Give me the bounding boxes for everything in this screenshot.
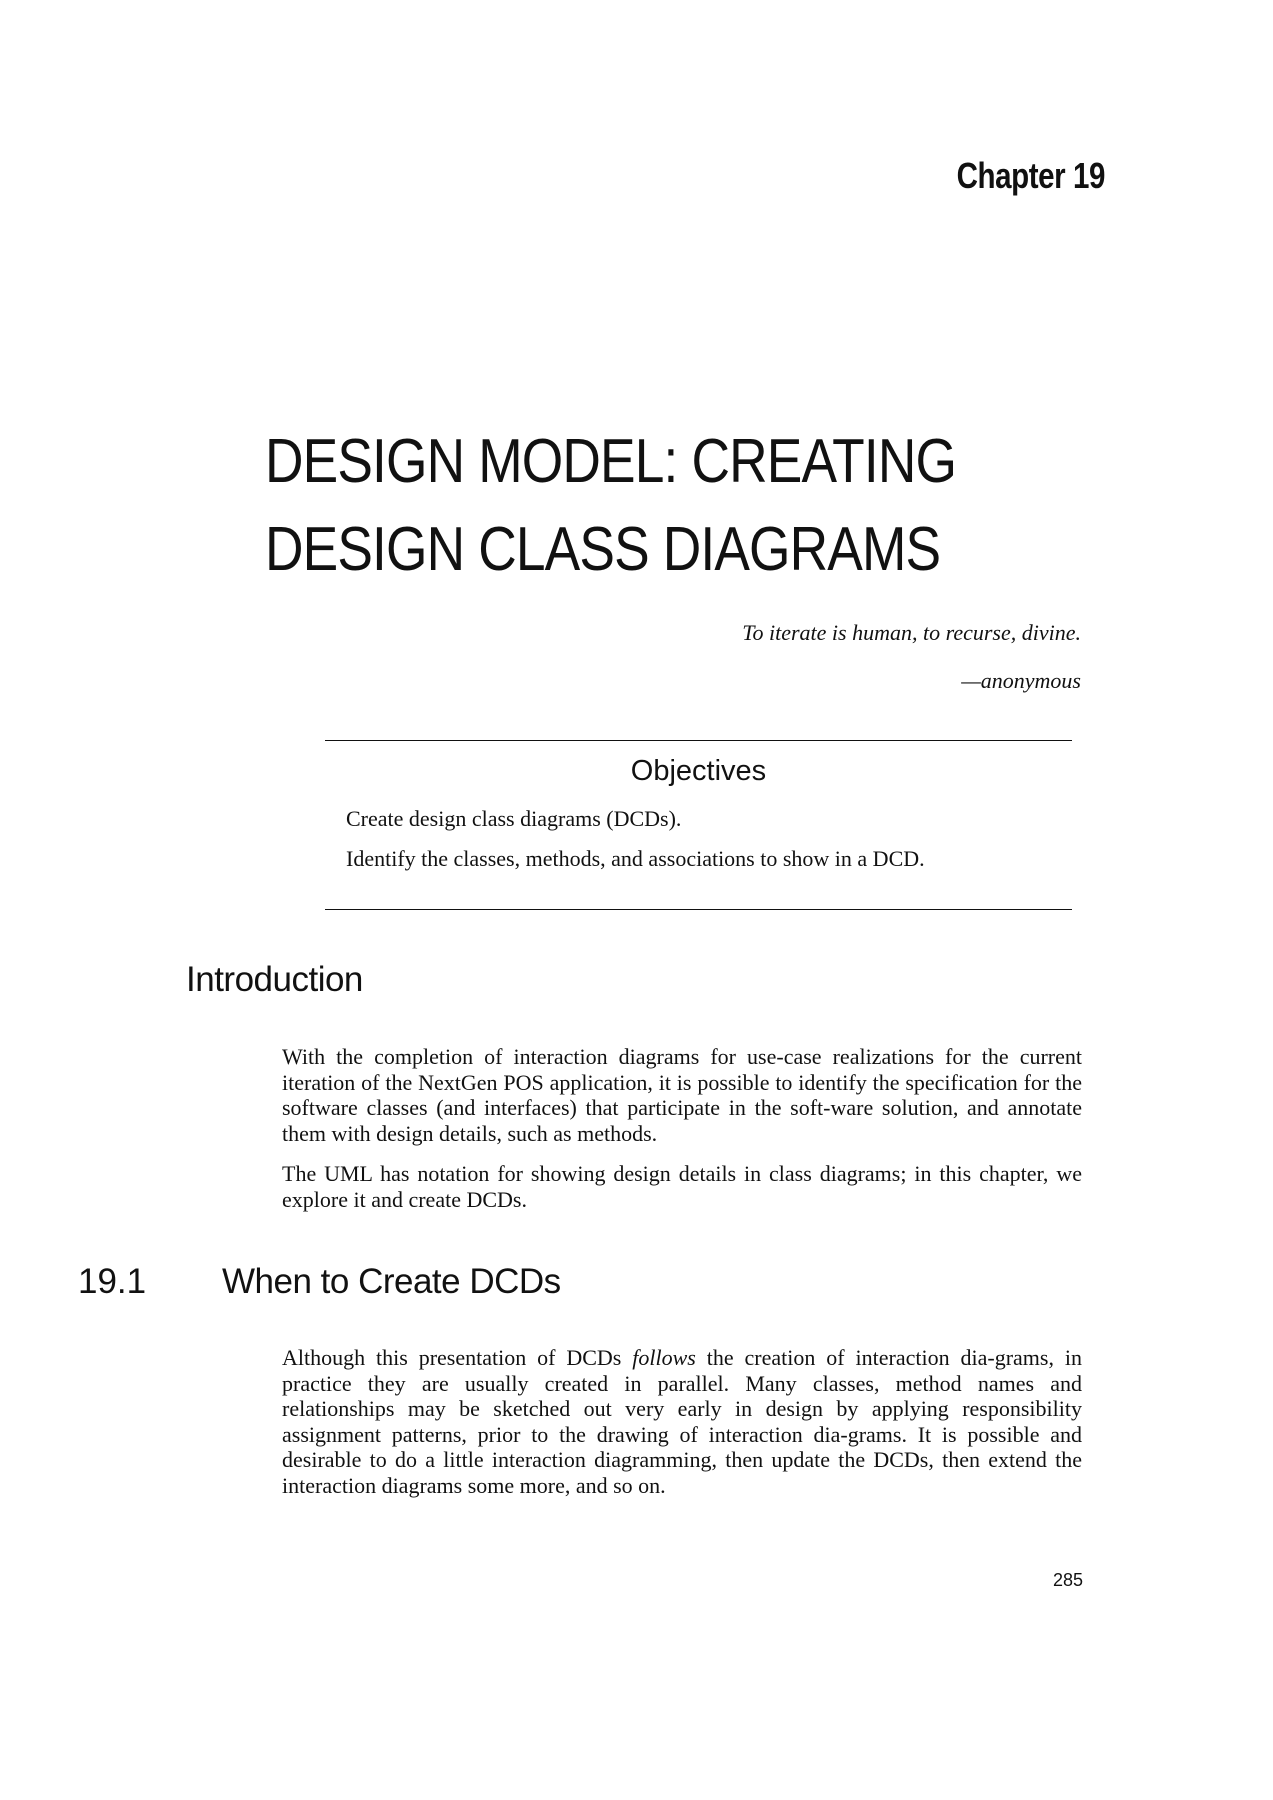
introduction-paragraph: The UML has notation for showing design details in class diagrams; in this chapter, we explore it and create DCDs. bbox=[282, 1161, 1082, 1212]
introduction-heading: Introduction bbox=[186, 960, 363, 999]
section-number: 19.1 bbox=[78, 1262, 147, 1301]
objectives-top-rule bbox=[325, 740, 1072, 741]
epigraph-attribution: —anonymous bbox=[961, 668, 1081, 693]
section-paragraph-text: the creation of interaction dia-grams, in practice they are usually created in parallel. Many classes, method names and relationships may be sketched out very early in design by applying responsibility assignment patterns, prior to the drawing of interaction dia-grams. It is possible and desirable to do a little interaction diagramming, then update the DCDs, then extend the interaction diagrams some more, and so on. bbox=[282, 1345, 1082, 1498]
objectives-bottom-rule bbox=[325, 909, 1072, 910]
chapter-title-line-2: DESIGN CLASS DIAGRAMS bbox=[265, 515, 941, 584]
chapter-title-line-1: DESIGN MODEL: CREATING bbox=[265, 427, 957, 496]
page-number: 285 bbox=[1052, 1570, 1083, 1590]
section-paragraph bbox=[282, 1345, 1082, 1498]
introduction-paragraph: With the completion of interaction diagrams for use-case realizations for the current iteration of the NextGen POS application, it is possible to identify the specification for the software classes (and interfaces) that participate in the soft-ware solution, and annotate them with design details, such as methods. bbox=[282, 1044, 1082, 1146]
section-paragraph-text: Although this presentation of DCDs bbox=[282, 1345, 633, 1370]
chapter-title bbox=[265, 418, 956, 594]
epigraph-quote: To iterate is human, to recurse, divine. bbox=[742, 620, 1081, 645]
section-title: When to Create DCDs bbox=[222, 1262, 561, 1301]
objectives-heading: Objectives bbox=[630, 755, 767, 787]
objective-item: Create design class diagrams (DCDs). bbox=[346, 806, 682, 831]
objective-item: Identify the classes, methods, and associations to show in a DCD. bbox=[346, 846, 925, 871]
section-paragraph-emphasis: follows bbox=[632, 1345, 696, 1370]
chapter-label: Chapter 19 bbox=[956, 155, 1105, 196]
